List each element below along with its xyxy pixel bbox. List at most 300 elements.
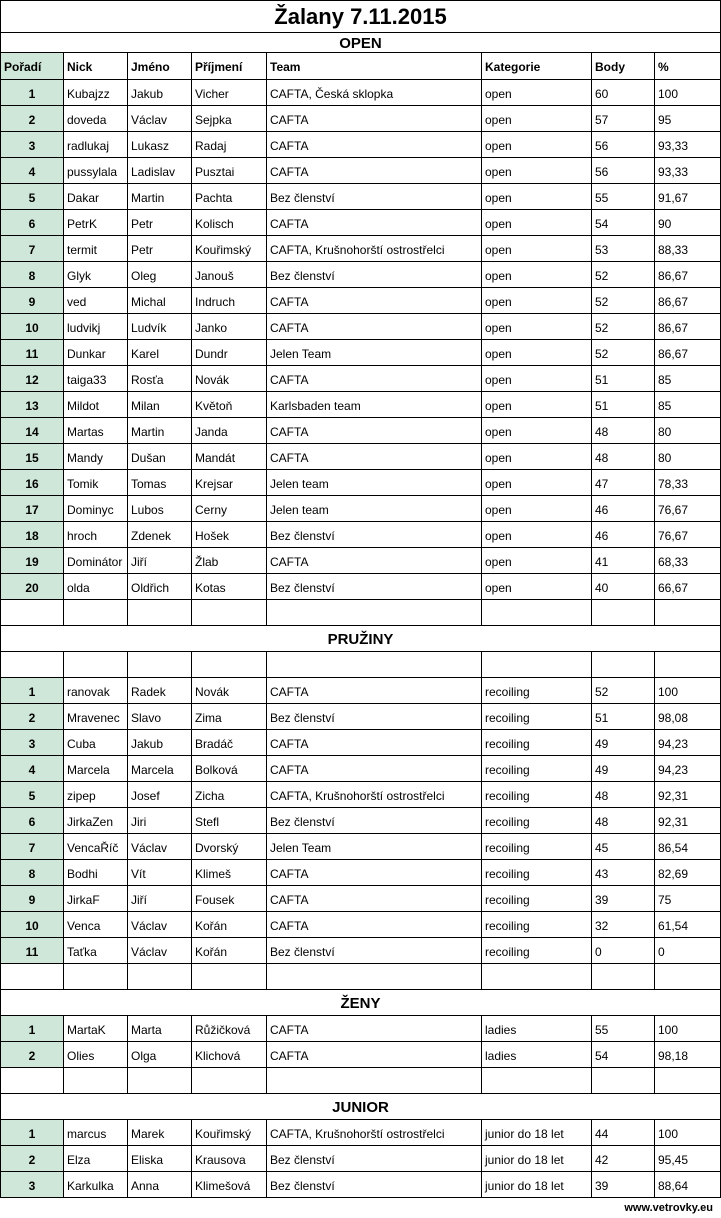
blank-cell (64, 964, 128, 990)
column-header-rank: Pořadí (0, 53, 64, 80)
last-name-cell: Dundr (192, 340, 267, 366)
points-cell: 39 (592, 1172, 655, 1198)
last-name-cell: Kotas (192, 574, 267, 600)
team-cell: Bez členství (267, 808, 482, 834)
percent-cell: 100 (655, 80, 721, 106)
first-name-cell: Lubos (128, 496, 192, 522)
first-name-cell: Jakub (128, 730, 192, 756)
points-cell: 55 (592, 1016, 655, 1042)
rank-cell: 5 (0, 782, 64, 808)
blank-cell (64, 1068, 128, 1094)
percent-cell: 95,45 (655, 1146, 721, 1172)
points-cell: 55 (592, 184, 655, 210)
last-name-cell: Vicher (192, 80, 267, 106)
blank-cell (267, 1068, 482, 1094)
nick-cell: Glyk (64, 262, 128, 288)
percent-cell: 98,08 (655, 704, 721, 730)
points-cell: 42 (592, 1146, 655, 1172)
first-name-cell: Dušan (128, 444, 192, 470)
last-name-cell: Cerny (192, 496, 267, 522)
category-cell: ladies (482, 1016, 592, 1042)
rank-cell: 11 (0, 340, 64, 366)
points-cell: 0 (592, 938, 655, 964)
percent-cell: 91,67 (655, 184, 721, 210)
category-cell: open (482, 106, 592, 132)
team-cell: Jelen Team (267, 834, 482, 860)
last-name-cell: Indruch (192, 288, 267, 314)
points-cell: 46 (592, 522, 655, 548)
last-name-cell: Kořán (192, 912, 267, 938)
last-name-cell: Klichová (192, 1042, 267, 1068)
team-cell: Bez členství (267, 938, 482, 964)
first-name-cell: Josef (128, 782, 192, 808)
blank-cell (267, 652, 482, 678)
percent-cell: 100 (655, 1120, 721, 1146)
category-cell: open (482, 184, 592, 210)
percent-cell: 0 (655, 938, 721, 964)
category-cell: recoiling (482, 678, 592, 704)
points-cell: 56 (592, 158, 655, 184)
team-cell: CAFTA, Česká sklopka (267, 80, 482, 106)
last-name-cell: Kouřimský (192, 236, 267, 262)
blank-cell (192, 1068, 267, 1094)
team-cell: CAFTA (267, 418, 482, 444)
rank-cell: 15 (0, 444, 64, 470)
rank-cell: 8 (0, 262, 64, 288)
rank-cell: 2 (0, 1146, 64, 1172)
rank-cell: 1 (0, 1120, 64, 1146)
points-cell: 43 (592, 860, 655, 886)
nick-cell: Marcela (64, 756, 128, 782)
nick-cell: ranovak (64, 678, 128, 704)
percent-cell: 90 (655, 210, 721, 236)
blank-cell (0, 652, 64, 678)
nick-cell: Dominátor (64, 548, 128, 574)
last-name-cell: Fousek (192, 886, 267, 912)
first-name-cell: Milan (128, 392, 192, 418)
percent-cell: 86,54 (655, 834, 721, 860)
team-cell: Jelen team (267, 496, 482, 522)
nick-cell: Taťka (64, 938, 128, 964)
points-cell: 57 (592, 106, 655, 132)
first-name-cell: Václav (128, 938, 192, 964)
category-cell: recoiling (482, 938, 592, 964)
nick-cell: ludvikj (64, 314, 128, 340)
rank-cell: 5 (0, 184, 64, 210)
blank-cell (0, 1068, 64, 1094)
blank-cell (192, 652, 267, 678)
rank-cell: 3 (0, 1172, 64, 1198)
points-cell: 51 (592, 392, 655, 418)
rank-cell: 6 (0, 210, 64, 236)
blank-cell (655, 1068, 721, 1094)
points-cell: 52 (592, 678, 655, 704)
category-cell: open (482, 366, 592, 392)
nick-cell: olda (64, 574, 128, 600)
last-name-cell: Sejpka (192, 106, 267, 132)
percent-cell: 98,18 (655, 1042, 721, 1068)
category-cell: junior do 18 let (482, 1120, 592, 1146)
percent-cell: 93,33 (655, 132, 721, 158)
rank-cell: 13 (0, 392, 64, 418)
rank-cell: 2 (0, 106, 64, 132)
category-cell: open (482, 418, 592, 444)
section-title-pružiny: PRUŽINY (0, 626, 721, 652)
blank-cell (482, 964, 592, 990)
category-cell: open (482, 158, 592, 184)
blank-cell (128, 1068, 192, 1094)
team-cell: CAFTA, Krušnohorští ostrostřelci (267, 782, 482, 808)
first-name-cell: Oleg (128, 262, 192, 288)
nick-cell: Olies (64, 1042, 128, 1068)
nick-cell: hroch (64, 522, 128, 548)
first-name-cell: Václav (128, 912, 192, 938)
points-cell: 52 (592, 288, 655, 314)
rank-cell: 18 (0, 522, 64, 548)
category-cell: open (482, 132, 592, 158)
percent-cell: 66,67 (655, 574, 721, 600)
points-cell: 41 (592, 548, 655, 574)
last-name-cell: Žlab (192, 548, 267, 574)
team-cell: CAFTA (267, 678, 482, 704)
first-name-cell: Rosťa (128, 366, 192, 392)
first-name-cell: Marcela (128, 756, 192, 782)
first-name-cell: Jakub (128, 80, 192, 106)
percent-cell: 76,67 (655, 522, 721, 548)
nick-cell: radlukaj (64, 132, 128, 158)
blank-cell (267, 600, 482, 626)
category-cell: open (482, 314, 592, 340)
rank-cell: 9 (0, 886, 64, 912)
rank-cell: 10 (0, 314, 64, 340)
points-cell: 48 (592, 444, 655, 470)
last-name-cell: Janko (192, 314, 267, 340)
team-cell: CAFTA (267, 1016, 482, 1042)
category-cell: open (482, 262, 592, 288)
blank-cell (592, 652, 655, 678)
team-cell: Bez členství (267, 1146, 482, 1172)
last-name-cell: Novák (192, 366, 267, 392)
percent-cell: 85 (655, 366, 721, 392)
first-name-cell: Radek (128, 678, 192, 704)
team-cell: Karlsbaden team (267, 392, 482, 418)
rank-cell: 1 (0, 80, 64, 106)
percent-cell: 95 (655, 106, 721, 132)
category-cell: open (482, 236, 592, 262)
team-cell: Bez členství (267, 1172, 482, 1198)
last-name-cell: Klimeš (192, 860, 267, 886)
nick-cell: pussylala (64, 158, 128, 184)
percent-cell: 61,54 (655, 912, 721, 938)
last-name-cell: Novák (192, 678, 267, 704)
team-cell: Bez členství (267, 704, 482, 730)
category-cell: open (482, 574, 592, 600)
rank-cell: 1 (0, 678, 64, 704)
percent-cell: 94,23 (655, 730, 721, 756)
percent-cell: 86,67 (655, 262, 721, 288)
rank-cell: 20 (0, 574, 64, 600)
nick-cell: Bodhi (64, 860, 128, 886)
first-name-cell: Václav (128, 834, 192, 860)
category-cell: recoiling (482, 730, 592, 756)
team-cell: Bez členství (267, 574, 482, 600)
rank-cell: 2 (0, 1042, 64, 1068)
blank-cell (0, 600, 64, 626)
rank-cell: 11 (0, 938, 64, 964)
blank-cell (655, 600, 721, 626)
nick-cell: Martas (64, 418, 128, 444)
nick-cell: marcus (64, 1120, 128, 1146)
column-header-nick: Nick (64, 53, 128, 80)
points-cell: 52 (592, 340, 655, 366)
blank-cell (592, 600, 655, 626)
points-cell: 49 (592, 756, 655, 782)
category-cell: recoiling (482, 886, 592, 912)
first-name-cell: Marek (128, 1120, 192, 1146)
category-cell: open (482, 288, 592, 314)
blank-cell (592, 1068, 655, 1094)
percent-cell: 80 (655, 444, 721, 470)
points-cell: 54 (592, 210, 655, 236)
blank-cell (192, 600, 267, 626)
category-cell: open (482, 522, 592, 548)
category-cell: ladies (482, 1042, 592, 1068)
percent-cell: 80 (655, 418, 721, 444)
category-cell: open (482, 210, 592, 236)
nick-cell: Elza (64, 1146, 128, 1172)
team-cell: Bez členství (267, 522, 482, 548)
percent-cell: 88,64 (655, 1172, 721, 1198)
page-title: Žalany 7.11.2015 (0, 0, 721, 33)
percent-cell: 86,67 (655, 340, 721, 366)
blank-cell (0, 964, 64, 990)
first-name-cell: Petr (128, 236, 192, 262)
points-cell: 54 (592, 1042, 655, 1068)
last-name-cell: Janouš (192, 262, 267, 288)
nick-cell: termit (64, 236, 128, 262)
blank-cell (482, 1068, 592, 1094)
last-name-cell: Stefl (192, 808, 267, 834)
rank-cell: 3 (0, 730, 64, 756)
category-cell: junior do 18 let (482, 1172, 592, 1198)
blank-cell (267, 964, 482, 990)
category-cell: open (482, 340, 592, 366)
percent-cell: 92,31 (655, 808, 721, 834)
column-header-first-name: Jméno (128, 53, 192, 80)
first-name-cell: Petr (128, 210, 192, 236)
first-name-cell: Václav (128, 106, 192, 132)
team-cell: CAFTA, Krušnohorští ostrostřelci (267, 1120, 482, 1146)
rank-cell: 2 (0, 704, 64, 730)
last-name-cell: Pusztai (192, 158, 267, 184)
percent-cell: 86,67 (655, 314, 721, 340)
points-cell: 52 (592, 262, 655, 288)
team-cell: CAFTA (267, 132, 482, 158)
last-name-cell: Kořán (192, 938, 267, 964)
rank-cell: 16 (0, 470, 64, 496)
nick-cell: Venca (64, 912, 128, 938)
first-name-cell: Tomas (128, 470, 192, 496)
team-cell: CAFTA (267, 860, 482, 886)
team-cell: Bez členství (267, 262, 482, 288)
nick-cell: Dunkar (64, 340, 128, 366)
category-cell: junior do 18 let (482, 1146, 592, 1172)
nick-cell: JirkaZen (64, 808, 128, 834)
points-cell: 51 (592, 366, 655, 392)
category-cell: recoiling (482, 860, 592, 886)
nick-cell: PetrK (64, 210, 128, 236)
blank-cell (192, 964, 267, 990)
first-name-cell: Eliska (128, 1146, 192, 1172)
points-cell: 32 (592, 912, 655, 938)
points-cell: 39 (592, 886, 655, 912)
nick-cell: Kubajzz (64, 80, 128, 106)
rank-cell: 10 (0, 912, 64, 938)
points-cell: 56 (592, 132, 655, 158)
percent-cell: 93,33 (655, 158, 721, 184)
blank-cell (655, 964, 721, 990)
rank-cell: 8 (0, 860, 64, 886)
team-cell: CAFTA (267, 366, 482, 392)
footer-website: www.vetrovky.eu (624, 1202, 713, 1214)
blank-cell (128, 600, 192, 626)
blank-cell (128, 964, 192, 990)
team-cell: CAFTA (267, 886, 482, 912)
nick-cell: JirkaF (64, 886, 128, 912)
percent-cell: 88,33 (655, 236, 721, 262)
category-cell: open (482, 496, 592, 522)
last-name-cell: Kouřimský (192, 1120, 267, 1146)
points-cell: 51 (592, 704, 655, 730)
rank-cell: 9 (0, 288, 64, 314)
rank-cell: 6 (0, 808, 64, 834)
category-cell: open (482, 470, 592, 496)
blank-cell (64, 600, 128, 626)
column-header-points: Body (592, 53, 655, 80)
last-name-cell: Hošek (192, 522, 267, 548)
blank-cell (482, 652, 592, 678)
percent-cell: 68,33 (655, 548, 721, 574)
percent-cell: 100 (655, 1016, 721, 1042)
category-cell: open (482, 80, 592, 106)
percent-cell: 86,67 (655, 288, 721, 314)
last-name-cell: Pachta (192, 184, 267, 210)
first-name-cell: Anna (128, 1172, 192, 1198)
first-name-cell: Vít (128, 860, 192, 886)
nick-cell: taiga33 (64, 366, 128, 392)
first-name-cell: Martin (128, 418, 192, 444)
last-name-cell: Radaj (192, 132, 267, 158)
points-cell: 48 (592, 782, 655, 808)
column-header-team: Team (267, 53, 482, 80)
nick-cell: Dakar (64, 184, 128, 210)
last-name-cell: Janda (192, 418, 267, 444)
first-name-cell: Ladislav (128, 158, 192, 184)
first-name-cell: Lukasz (128, 132, 192, 158)
team-cell: CAFTA (267, 288, 482, 314)
last-name-cell: Krejsar (192, 470, 267, 496)
category-cell: open (482, 548, 592, 574)
nick-cell: Dominyc (64, 496, 128, 522)
team-cell: Jelen team (267, 470, 482, 496)
category-cell: recoiling (482, 834, 592, 860)
section-title-junior: JUNIOR (0, 1094, 721, 1120)
percent-cell: 94,23 (655, 756, 721, 782)
first-name-cell: Karel (128, 340, 192, 366)
team-cell: CAFTA (267, 912, 482, 938)
last-name-cell: Bolková (192, 756, 267, 782)
column-header-percent: % (655, 53, 721, 80)
column-header-category: Kategorie (482, 53, 592, 80)
first-name-cell: Marta (128, 1016, 192, 1042)
nick-cell: doveda (64, 106, 128, 132)
points-cell: 52 (592, 314, 655, 340)
section-title-ženy: ŽENY (0, 990, 721, 1016)
rank-cell: 4 (0, 756, 64, 782)
blank-cell (128, 652, 192, 678)
category-cell: open (482, 444, 592, 470)
category-cell: recoiling (482, 704, 592, 730)
blank-cell (64, 652, 128, 678)
last-name-cell: Růžičková (192, 1016, 267, 1042)
rank-cell: 7 (0, 236, 64, 262)
last-name-cell: Květoň (192, 392, 267, 418)
last-name-cell: Kolisch (192, 210, 267, 236)
last-name-cell: Krausova (192, 1146, 267, 1172)
points-cell: 48 (592, 808, 655, 834)
column-header-last-name: Příjmení (192, 53, 267, 80)
rank-cell: 7 (0, 834, 64, 860)
percent-cell: 85 (655, 392, 721, 418)
nick-cell: MartaK (64, 1016, 128, 1042)
first-name-cell: Jiri (128, 808, 192, 834)
nick-cell: Mildot (64, 392, 128, 418)
team-cell: Bez členství (267, 184, 482, 210)
nick-cell: ved (64, 288, 128, 314)
points-cell: 49 (592, 730, 655, 756)
first-name-cell: Jiří (128, 548, 192, 574)
section-title-open: OPEN (0, 33, 721, 53)
nick-cell: Cuba (64, 730, 128, 756)
points-cell: 48 (592, 418, 655, 444)
category-cell: recoiling (482, 912, 592, 938)
points-cell: 60 (592, 80, 655, 106)
points-cell: 53 (592, 236, 655, 262)
blank-cell (655, 652, 721, 678)
rank-cell: 14 (0, 418, 64, 444)
percent-cell: 92,31 (655, 782, 721, 808)
last-name-cell: Bradáč (192, 730, 267, 756)
blank-cell (482, 600, 592, 626)
points-cell: 47 (592, 470, 655, 496)
team-cell: CAFTA (267, 548, 482, 574)
percent-cell: 75 (655, 886, 721, 912)
rank-cell: 3 (0, 132, 64, 158)
nick-cell: VencaŘíč (64, 834, 128, 860)
last-name-cell: Klimešová (192, 1172, 267, 1198)
points-cell: 44 (592, 1120, 655, 1146)
first-name-cell: Olga (128, 1042, 192, 1068)
rank-cell: 4 (0, 158, 64, 184)
last-name-cell: Zicha (192, 782, 267, 808)
points-cell: 46 (592, 496, 655, 522)
category-cell: recoiling (482, 808, 592, 834)
percent-cell: 78,33 (655, 470, 721, 496)
team-cell: CAFTA (267, 210, 482, 236)
rank-cell: 17 (0, 496, 64, 522)
team-cell: Jelen Team (267, 340, 482, 366)
nick-cell: Mravenec (64, 704, 128, 730)
